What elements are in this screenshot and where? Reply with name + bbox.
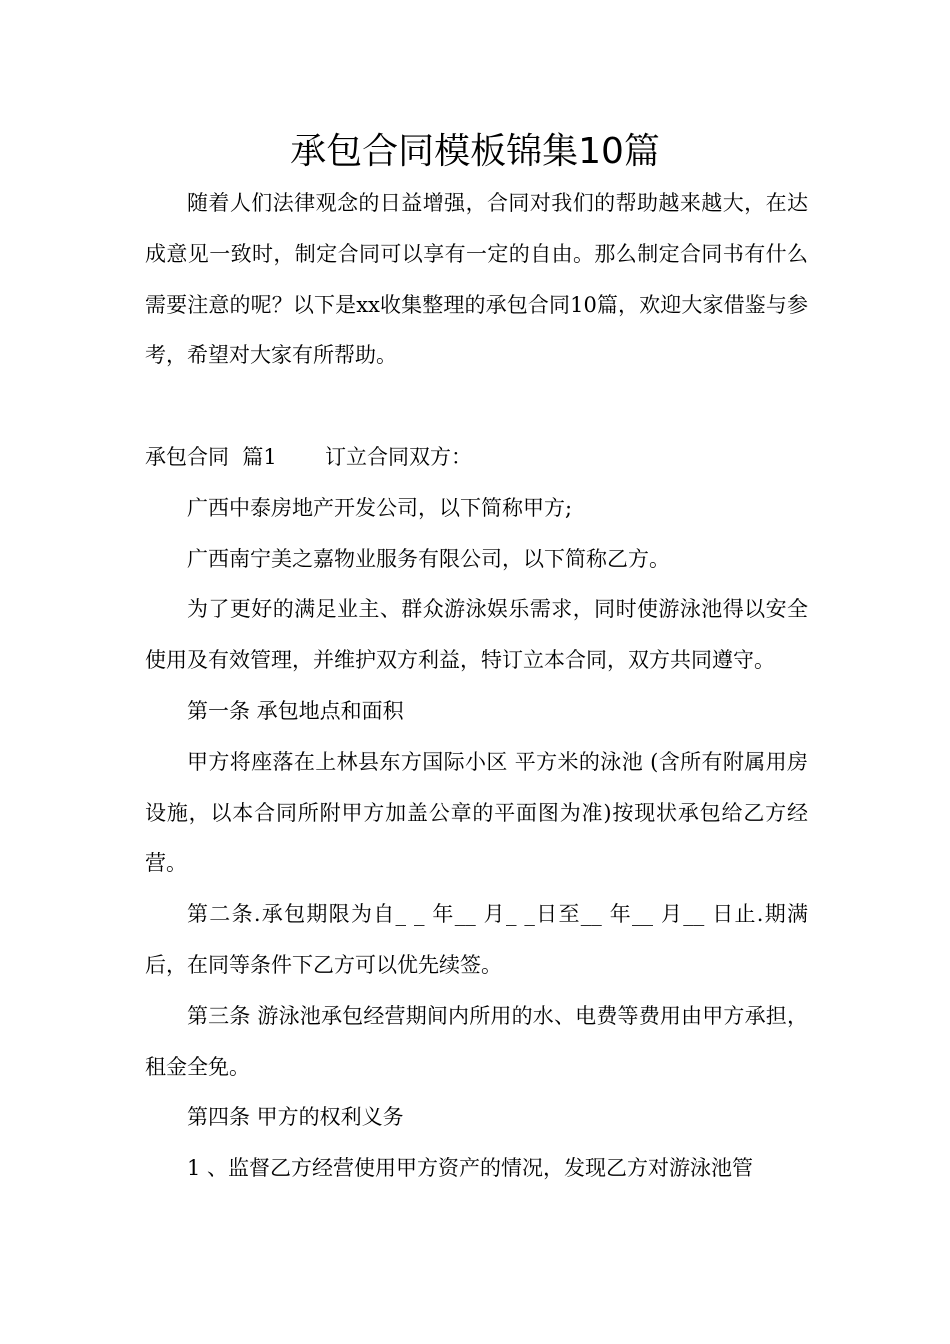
article-3-paragraph: 第三条 游泳池承包经营期间内所用的水、电费等费用由甲方承担，租金全免。 <box>145 1003 808 1079</box>
article-4-heading: 第四条 甲方的权利义务 <box>187 1105 404 1130</box>
article-1-paragraph: 甲方将座落在上林县东方国际小区 平方米的泳池 (含所有附属用房设施，以本合同所附甲方加盖公章的平面图为准)按现状承包给乙方经营。 <box>145 749 808 876</box>
document-body <box>145 178 808 1194</box>
article-4-item-1: 1 、监督乙方经营使用甲方资产的情况，发现乙方对游泳池管 <box>187 1156 754 1181</box>
section-label: 承包合同 篇1 <box>145 444 277 469</box>
parties-heading: 订立合同双方： <box>325 444 472 469</box>
paragraph-gap <box>145 381 808 432</box>
article-2-paragraph: 第二条.承包期限为自_ _ 年__ 月_ _日至__ 年__ 月__ 日止.期满后，在同等条件下乙方可以优先续签。 <box>145 902 808 977</box>
party-a-paragraph: 广西中泰房地产开发公司，以下简称甲方; <box>187 495 573 520</box>
document-title: 承包合同模板锦集10篇 <box>290 131 660 172</box>
party-b-paragraph: 广西南宁美之嘉物业服务有限公司，以下简称乙方。 <box>187 546 670 571</box>
intro-paragraph: 随着人们法律观念的日益增强，合同对我们的帮助越来越大，在达成意见一致时，制定合同可以享有一定的自由。那么制定合同书有什么需要注意的呢？以下是xx收集整理的承包合同10篇，欢迎大家借鉴与参考，希望对大家有所帮助。 <box>145 191 808 368</box>
section-heading <box>145 432 808 483</box>
article-1-heading: 第一条 承包地点和面积 <box>187 698 404 723</box>
purpose-paragraph: 为了更好的满足业主、群众游泳娱乐需求，同时使游泳池得以安全使用及有效管理，并维护双方利益，特订立本合同，双方共同遵守。 <box>145 597 808 673</box>
